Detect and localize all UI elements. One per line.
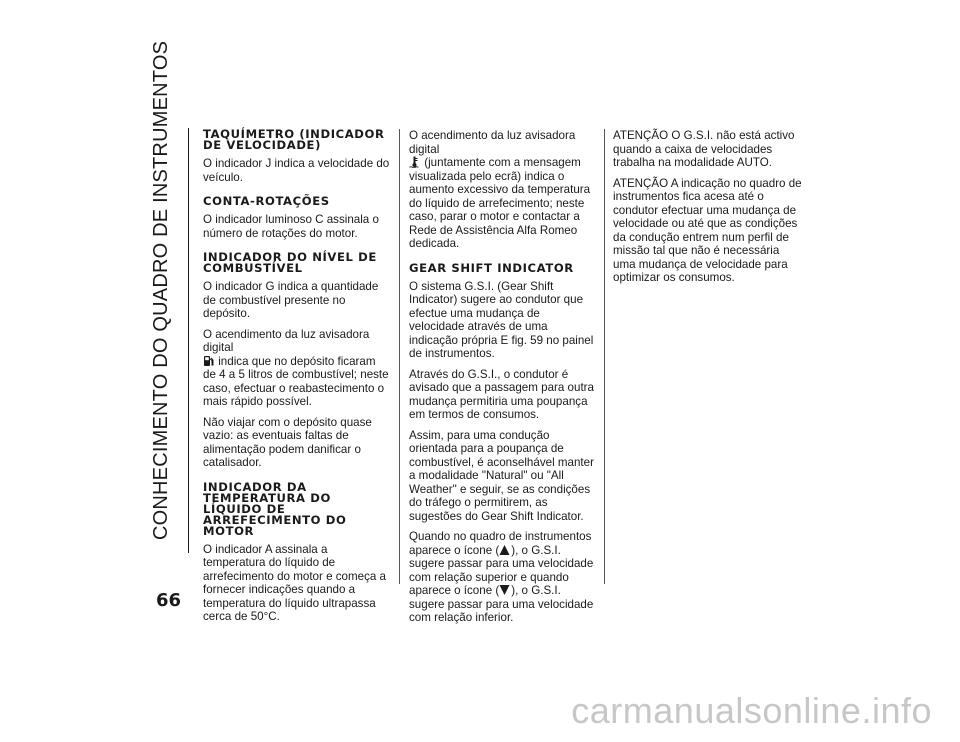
paragraph-gsi-4-part-c: ), o G.S.I. sugere passar para uma velocidade com relação inferior.	[409, 584, 594, 624]
fuel-pump-icon	[203, 355, 214, 367]
paragraph-atencao-2: ATENÇÃO A indicação no quadro de instrumentos fica acesa até o condutor efectuar uma mudança de velocidade ou até que as condições da condução entrem num perfil de missão tal que não é necessária uma mudança de velocidade para optimizar os consumos.	[613, 176, 802, 284]
paragraph-nivel-2-end: indica que no depósito ficaram de 4 a 5 litros de combustível; neste caso, efectuar o reabastecimento o mais rápido possível.	[203, 354, 389, 408]
paragraph-gsi-1: O sistema G.S.I. (Gear Shift Indicator) sugere ao condutor que efectue uma mudança de velocidade através de uma indicação própria E fig. 59 no painel de instrumentos.	[409, 279, 594, 360]
paragraph-temperatura-2-end: (juntamente com a mensagem visualizada pelo ecrã) indica o aumento excessivo da temperatura do líquido de arrefecimento; neste caso, parar o motor e contactar a Rede de Assistência Alfa Romeo dedicada.	[409, 156, 591, 250]
paragraph-conta-rotacoes: O indicador luminoso C assinala o número de rotações do motor.	[203, 213, 379, 240]
paragraph-taquimetro: O indicador J indica a velocidade do veículo.	[203, 157, 390, 184]
paragraph-temperatura-2-start: O acendimento da luz avisadora digital	[409, 129, 576, 156]
paragraph-gsi-4-part-b: ), o G.S.I. sugere passar para uma velocidade com relação superior e quando aparece o ícone (	[409, 543, 594, 597]
heading-gear-shift-indicator: GEAR SHIFT INDICATOR	[409, 260, 574, 275]
paragraph-atencao-1: ATENÇÃO O G.S.I. não está activo quando a caixa de velocidades trabalha na modalidade AUTO.	[613, 129, 795, 169]
heading-temperatura: INDICADOR DA TEMPERATURA DO LÍQUIDO DE ARREFECIMENTO DO MOTOR	[203, 479, 347, 538]
section-side-title: CONHECIMENTO DO QUADRO DE INSTRUMENTOS	[150, 40, 172, 540]
column-3	[613, 129, 803, 292]
paragraph-nivel-3: Não viajar com o depósito quase vazio: as eventuais faltas de alimentação podem danificar o catalisador.	[203, 415, 372, 469]
side-divider	[188, 128, 189, 553]
watermark-text: carmanualsonline.info	[571, 690, 932, 731]
paragraph-nivel-1: O indicador G indica a quantidade de combustível presente no depósito.	[203, 280, 379, 320]
coolant-temperature-icon	[409, 156, 420, 168]
column-divider-1	[399, 129, 400, 584]
arrow-up-triangle-icon	[499, 544, 510, 556]
page-number: 66	[156, 590, 182, 611]
paragraph-nivel-2	[203, 328, 391, 409]
column-2	[409, 129, 597, 632]
arrow-down-triangle-icon	[499, 584, 510, 596]
paragraph-temperatura: O indicador A assinala a temperatura do líquido de arrefecimento do motor e começa a fornecer indicações quando a temperatura do líquido ultrapassa cerca de 50°C.	[203, 542, 387, 623]
column-divider-2	[604, 129, 605, 584]
paragraph-nivel-2-start: O acendimento da luz avisadora digital	[203, 327, 370, 354]
paragraph-gsi-2: Através do G.S.I., o condutor é avisado que a passagem para outra mudança permitiria uma poupança em termos de consumos.	[409, 367, 594, 421]
paragraph-temperatura-2	[409, 129, 597, 251]
paragraph-gsi-3: Assim, para uma condução orientada para a poupança de combustível, é aconselhável manter a modalidade "Natural" ou "All Weather" e seguir, se as condições do tráfego o permitirem, as sugestões do Gear Shift Indicator.	[409, 428, 594, 523]
paragraph-gsi-4	[409, 530, 597, 625]
heading-taquimetro: TAQUÍMETRO (INDICADOR DE VELOCIDADE)	[203, 127, 385, 152]
heading-conta-rotacoes: CONTA-ROTAÇÕES	[203, 194, 330, 208]
heading-nivel-combustivel: INDICADOR DO NÍVEL DE COMBUSTÍVEL	[203, 250, 377, 275]
paragraph-gsi-4-part-a: Quando no quadro de instrumentos aparece o ícone (	[409, 530, 592, 557]
column-1	[203, 129, 391, 631]
